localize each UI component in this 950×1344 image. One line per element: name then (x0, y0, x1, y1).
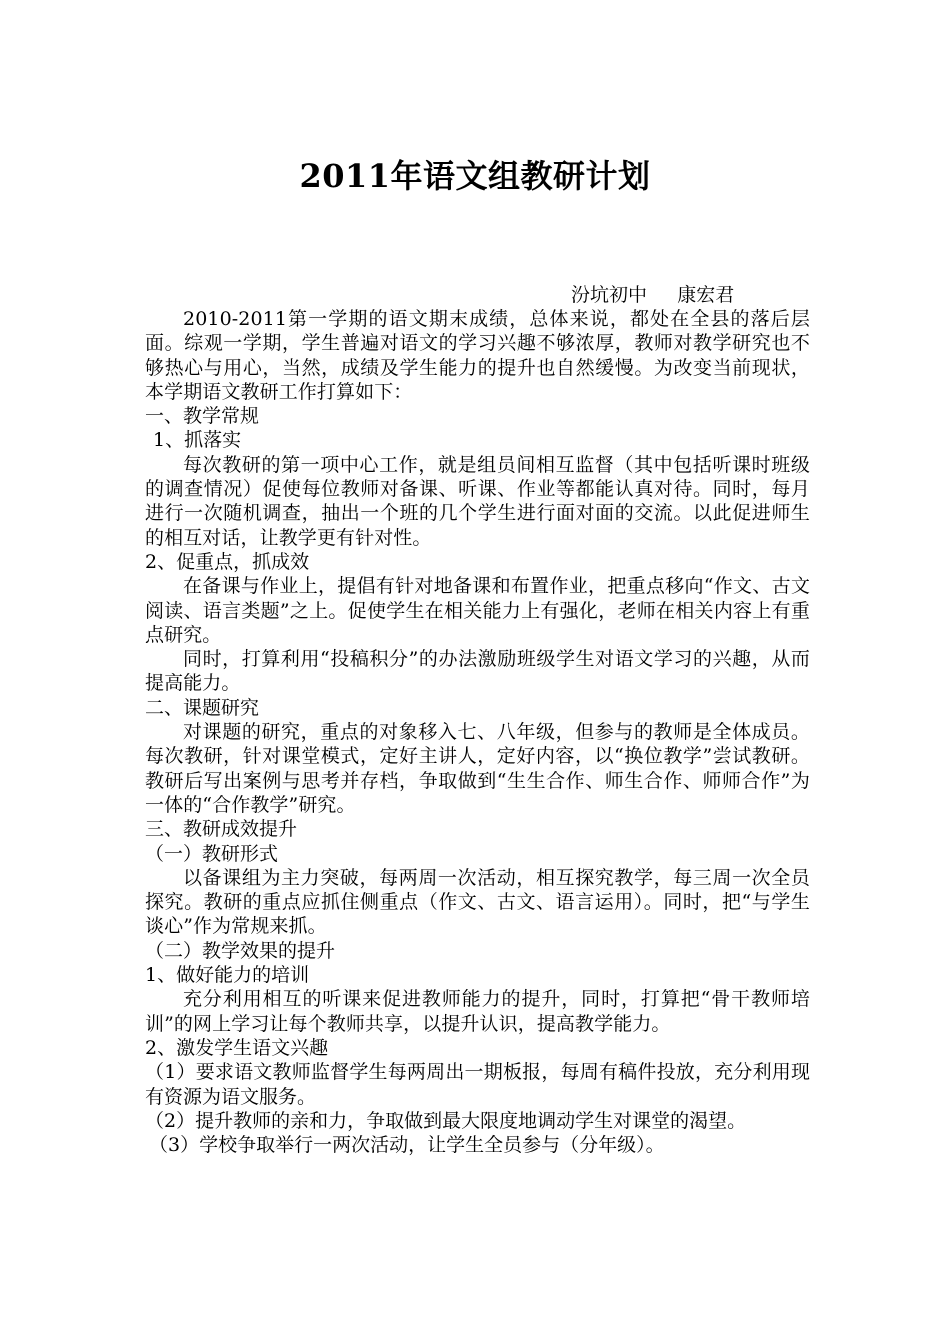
paragraph-ability-training: 充分利用相互的听课来促进教师能力的提升，同时，打算把“骨干教师培训”的网上学习让每个教师共享，以提升认识，提高教学能力。 (145, 988, 810, 1035)
subheading-student-interest: 2、激发学生语文兴趣 (145, 1036, 329, 1059)
intro-paragraph: 2010-2011第一学期的语文期末成绩，总体来说，都处在全县的落后层面。综观一学期，学生普遍对语文的学习兴趣不够浓厚，教师对教学研究也不够热心与用心，当然，成绩及学生能力的提升也自然缓慢。为改变当前现状，本学期语文教研工作打算如下： (145, 308, 810, 403)
document-body (145, 307, 810, 1157)
section-heading-research-effect: 三、教研成效提升 (145, 818, 298, 841)
list-item-interest-3: （3）学校争取举行一两次活动，让学生全员参与（分年级）。 (149, 1134, 665, 1157)
subheading-implementation: 1、抓落实 (153, 429, 242, 452)
author-line: 汾坑初中 康宏君 (571, 284, 735, 306)
subheading-ability-training: 1、做好能力的培训 (145, 964, 310, 987)
paragraph-implementation: 每次教研的第一项中心工作，就是组员间相互监督（其中包括听课时班级的调查情况）促使每位教师对备课、听课、作业等都能认真对待。同时，每月进行一次随机调查，抽出一个班的几个学生进行面对面的交流。以此促进师生的相互对话，让教学更有针对性。 (145, 453, 810, 549)
section-heading-teaching-routine: 一、教学常规 (145, 405, 260, 428)
subheading-research-form: （一）教研形式 (145, 842, 279, 865)
subheading-teaching-effect: （二）教学效果的提升 (145, 939, 336, 962)
paragraph-research-topic: 对课题的研究，重点的对象移入七、八年级，但参与的教师是全体成员。每次教研，针对课堂模式，定好主讲人，定好内容，以“换位教学”尝试教研。教研后写出案例与思考并存档，争取做到“生生合作、师生合作、师师合作”为一体的“合作教学”研究。 (145, 721, 810, 816)
paragraph-focus-results-2: 同时，打算利用“投稿积分”的办法激励班级学生对语文学习的兴趣，从而提高能力。 (145, 648, 810, 695)
paragraph-research-form: 以备课组为主力突破，每两周一次活动，相互探究教学，每三周一次全员探究。教研的重点应抓住侧重点（作文、古文、语言运用）。同时，把“与学生谈心”作为常规来抓。 (145, 866, 810, 938)
document-title: 2011年语文组教研计划 (299, 157, 651, 195)
section-heading-research-topic: 二、课题研究 (145, 696, 260, 719)
paragraph-focus-results-1: 在备课与作业上，提倡有针对地备课和布置作业，把重点移向“作文、古文阅读、语言类题”之上。促使学生在相关能力上有强化，老师在相关内容上有重点研究。 (145, 575, 810, 646)
subheading-focus-results: 2、促重点，抓成效 (145, 550, 310, 573)
list-item-interest-1: （1）要求语文教师监督学生每两周出一期板报，每周有稿件投放，充分利用现有资源为语文服务。 (145, 1061, 810, 1108)
list-item-interest-2: （2）提升教师的亲和力，争取做到最大限度地调动学生对课堂的渴望。 (145, 1109, 747, 1132)
